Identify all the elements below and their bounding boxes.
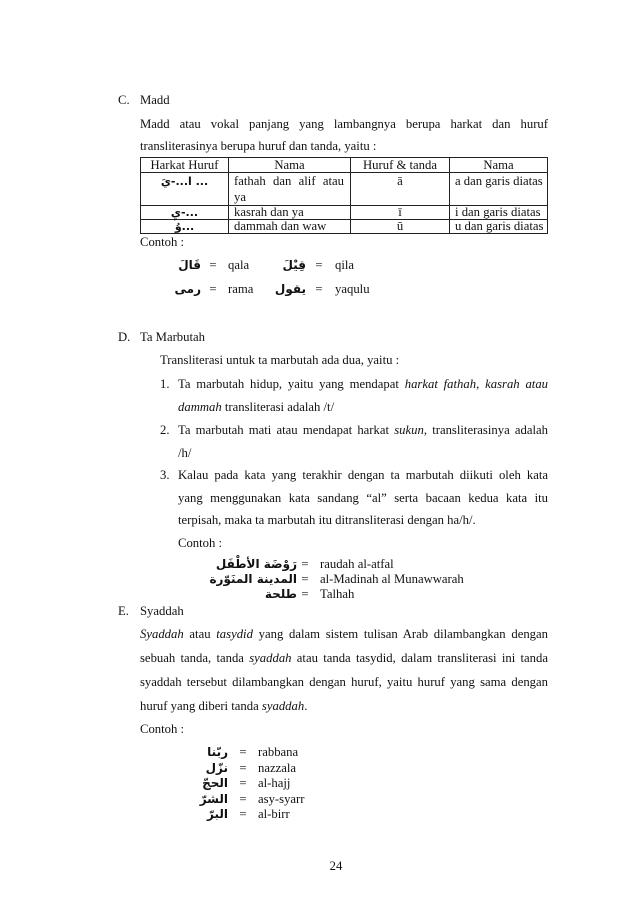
paragraph-line — [140, 626, 548, 642]
paragraph-line — [140, 698, 307, 714]
text-run: terpisah, maka ta marbutah itu ditransliterasi dengan ha/h/. — [178, 513, 476, 527]
nama-text: fathah dan alif atau ya — [234, 174, 344, 204]
huruf-tanda-cell: ī — [351, 206, 450, 220]
table-row — [141, 173, 548, 206]
arabic-word: طلحة — [264, 587, 297, 601]
harkat-cell — [141, 220, 229, 234]
equals-sign: = — [239, 807, 247, 821]
transliteration: qila — [335, 258, 355, 272]
intro-text: Transliterasi untuk ta marbutah ada dua, yaitu : — [160, 353, 400, 367]
text-run: /h/ — [178, 446, 192, 460]
italic-term: syaddah — [261, 699, 305, 713]
header-nama-latin: Nama — [450, 158, 548, 173]
equals-sign: = — [301, 557, 309, 571]
page-number: 24 — [329, 859, 343, 873]
italic-term: syaddah — [249, 651, 292, 665]
header-nama: Nama — [229, 158, 351, 173]
transliteration: al-birr — [258, 807, 290, 821]
text-run: , — [476, 377, 486, 391]
transliteration: yaqulu — [335, 282, 370, 296]
example-label: Contoh : — [140, 722, 185, 736]
keterangan-cell: i dan garis diatas — [450, 206, 548, 220]
text-run: , transliterasinya adalah — [423, 423, 548, 437]
header-harkat-huruf: Harkat Huruf — [141, 158, 229, 173]
transliteration: asy-syarr — [258, 792, 305, 806]
list-item-line — [178, 376, 548, 392]
transliteration: al-hajj — [258, 776, 291, 790]
arabic-word: البرّ — [207, 807, 228, 821]
equals-sign: = — [315, 258, 323, 272]
arabic-word: يقول — [274, 282, 306, 296]
section-title: Madd — [140, 93, 170, 107]
text-run: atau — [183, 627, 217, 641]
paragraph-line: Madd atau vokal panjang yang lambangnya berupa harkat dan huruf — [140, 117, 548, 131]
arabic-word: رمى — [174, 282, 201, 296]
madd-table — [140, 157, 548, 234]
nama-cell — [229, 173, 351, 206]
text-run: Ta marbutah mati atau mendapat harkat — [178, 423, 395, 437]
transliteration: Talhah — [320, 587, 355, 601]
list-item-line — [178, 467, 548, 483]
equals-sign: = — [315, 282, 323, 296]
equals-sign: = — [239, 792, 247, 806]
keterangan-cell: u dan garis diatas — [450, 220, 548, 234]
transliteration: qala — [228, 258, 250, 272]
nama-cell: dammah dan waw — [229, 220, 351, 234]
text-run: yang menggunakan kata sandang “al” serta bacaan kedua kata itu — [178, 491, 548, 505]
arabic-word: الشرّ — [199, 792, 228, 806]
equals-sign: = — [209, 258, 217, 272]
text-run: . — [304, 699, 308, 713]
equals-sign: = — [239, 776, 247, 790]
list-number: 1. — [160, 377, 170, 391]
example-label: Contoh : — [140, 235, 185, 249]
text-run: atau tanda tasydid, dalam transliterasi ini tanda — [291, 651, 548, 665]
text-run: huruf yang diberi tanda — [140, 699, 262, 713]
table-header-row — [141, 158, 548, 173]
arabic-word: الحجّ — [202, 776, 228, 790]
equals-sign: = — [209, 282, 217, 296]
arabic-harkat: يِ-... — [170, 206, 199, 219]
section-letter: E. — [118, 604, 129, 618]
equals-sign: = — [239, 745, 247, 759]
italic-term: Syaddah — [140, 627, 184, 641]
transliteration: rama — [228, 282, 254, 296]
example-label: Contoh : — [178, 536, 223, 550]
italic-term: kasrah atau — [485, 377, 548, 391]
header-huruf-tanda: Huruf & tanda — [351, 158, 450, 173]
text-run: Ta marbutah hidup, yaitu yang mendapat — [178, 377, 405, 391]
harkat-cell — [141, 206, 229, 220]
transliteration: rabbana — [258, 745, 299, 759]
list-item-line — [178, 399, 334, 415]
keterangan-cell: a dan garis diatas — [450, 173, 548, 206]
section-title: Syaddah — [140, 604, 184, 618]
nama-cell: kasrah dan ya — [229, 206, 351, 220]
paragraph-line: transliterasinya berupa huruf dan tanda, yaitu : — [140, 139, 377, 153]
transliteration: raudah al-atfal — [320, 557, 394, 571]
list-item-line — [178, 490, 548, 506]
arabic-word: المدينة المنَوّرة — [209, 572, 297, 586]
paragraph-line — [140, 650, 548, 666]
arabic-word: قَالَ — [178, 258, 201, 272]
equals-sign: = — [239, 761, 247, 775]
italic-term: tasydid — [216, 627, 253, 641]
table-row — [141, 206, 548, 220]
italic-term: harkat fathah — [404, 377, 477, 391]
list-number: 2. — [160, 423, 170, 437]
section-letter: D. — [118, 330, 131, 344]
arabic-harkat: وُ... — [174, 220, 195, 233]
arabic-word: رَوْضَة الأطْفَل — [215, 557, 297, 571]
italic-term: sukun — [394, 423, 424, 437]
text-run: Kalau pada kata yang terakhir dengan ta marbutah diikuti oleh kata — [178, 468, 548, 482]
list-item-line — [178, 512, 476, 528]
italic-term: dammah — [178, 400, 222, 414]
arabic-word: ربّنا — [207, 745, 228, 759]
section-letter: C. — [118, 93, 130, 107]
list-item-line — [178, 422, 548, 438]
huruf-tanda-cell: ū — [351, 220, 450, 234]
text-run: transliterasi adalah /t/ — [221, 400, 335, 414]
arabic-harkat: يَ-...ا ... — [160, 175, 209, 188]
arabic-word: نزّل — [205, 761, 228, 775]
equals-sign: = — [301, 572, 309, 586]
huruf-tanda-cell: ā — [351, 173, 450, 206]
table-row — [141, 220, 548, 234]
equals-sign: = — [301, 587, 309, 601]
transliteration: nazzala — [258, 761, 297, 775]
text-run: syaddah tersebut dilambangkan dengan huruf, yaitu huruf yang sama dengan — [140, 675, 548, 689]
list-number: 3. — [160, 468, 170, 482]
text-run: yang dalam sistem tulisan Arab dilambangkan dengan — [252, 627, 548, 641]
transliteration: al-Madinah al Munawwarah — [320, 572, 464, 586]
section-title: Ta Marbutah — [140, 330, 205, 344]
paragraph-line — [140, 674, 548, 690]
arabic-word: قِيْلَ — [282, 258, 306, 272]
harkat-cell — [141, 173, 229, 206]
list-item-line — [178, 445, 191, 461]
text-run: sebuah tanda, tanda — [140, 651, 250, 665]
